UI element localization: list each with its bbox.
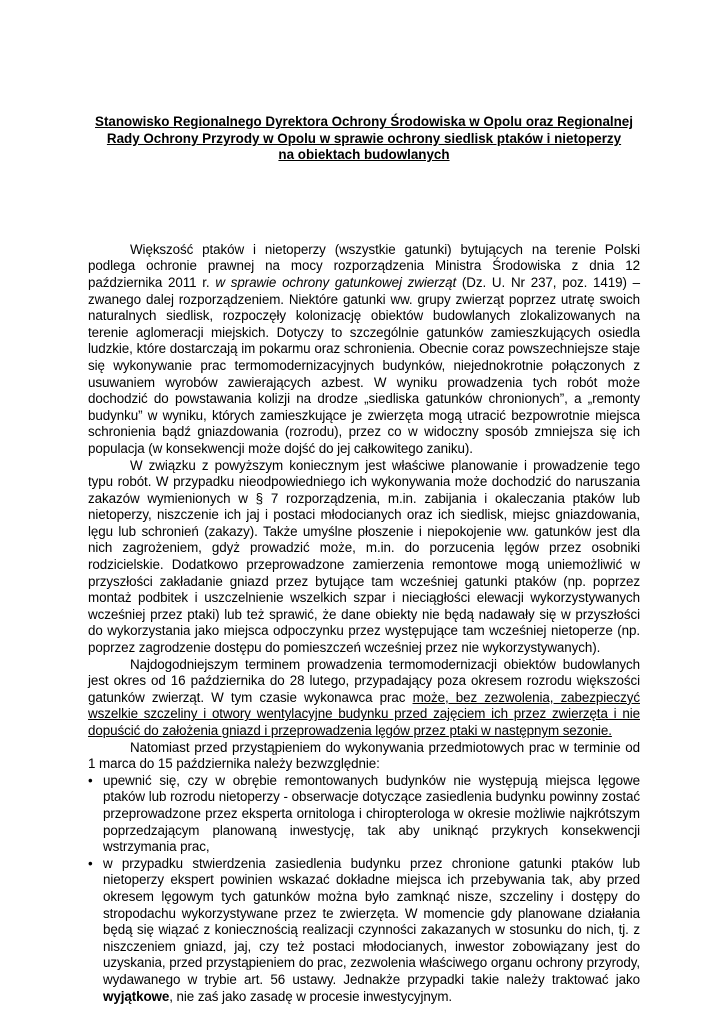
- bullet-icon: •: [88, 855, 93, 871]
- bullet-icon: •: [88, 772, 93, 788]
- underlined-requirement: może, bez zezwolenia, zabezpieczyć wszelkie szczeliny i otwory wentylacyjne budynku przed zajęciem ich przez zwierzęta i nie dopuścić do założenia gniazd i przeprowadzenia lęgów przez ptaki w następnym sezonie.: [88, 689, 640, 738]
- document-title: [88, 114, 640, 164]
- document-page: [88, 114, 640, 1005]
- paragraph-2: W związku z powyższym koniecznym jest właściwe planowanie i prowadzenie tego typu robót. W przypadku nieodpowiedniego ich wykonywania może dochodzić do naruszania zakazów wymienionych w § 7 rozporządzenia, m.in. zabijania i okaleczania ptaków lub nietoperzy, niszczenie ich jaj i postaci młodocianych oraz ich siedlisk, miejsc gniazdowania, lęgu lub schronień (zakazy). Także umyślne płoszenie i niepokojenie ww. gatunków jest dla nich zagrożeniem, gdyż prowadzić może, m.in. do porzucenia lęgów przez osobniki rodzicielskie. Dodatkowo przeprowadzone zamierzenia remontowe mogą uniemożliwić w przyszłości zakładanie gniazd przez bytujące tam wcześniej gatunki ptaków (np. poprzez montaż podbitek i uszczelnienie wszelkich szpar i nieciągłości elewacji wykorzystywanych wcześniej przez ptaki) lub też sprawić, że dane obiekty nie będą nadawały się w przyszłości do wykorzystania jako miejsca odpoczynku przez występujące tam wcześniej nietoperze (np. poprzez zagrodzenie dostępu do pomieszczeń wcześniej przez nie wykorzystywanych).: [88, 457, 640, 656]
- title-line-3: na obiektach budowlanych: [278, 147, 450, 163]
- title-line-1: Stanowisko Regionalnego Dyrektora Ochrony Środowiska w Opolu oraz Regionalnej: [95, 114, 633, 129]
- requirements-list: [88, 773, 640, 1005]
- paragraph-3: Najdogodniejszym terminem prowadzenia termomodernizacji obiektów budowlanych jest okres od 16 października do 28 lutego, przypadający poza okresem rozrodu większości gatunków zwierząt. W tym czasie wykonawca prac może, bez zezwolenia, zabezpieczyć wszelkie szczeliny i otwory wentylacyjne budynku przed zajęciem ich przez zwierzęta i nie dopuścić do założenia gniazd i przeprowadzenia lęgów przez ptaki w następnym sezonie.: [88, 656, 640, 738]
- list-item: • upewnić się, czy w obrębie remontowanych budynków nie występują miejsca lęgowe ptaków lub rozrodu nietoperzy - obserwacje dotyczące zasiedlenia budynku powinny zostać przeprowadzone przez eksperta ornitologa i chiropterologa w okresie możliwie najkrótszym poprzedzającym planowaną inwestycję, tak aby uniknąć przykrych konsekwencji wstrzymania prac,: [88, 772, 640, 855]
- paragraph-4: Natomiast przed przystąpieniem do wykonywania przedmiotowych prac w terminie od 1 marca do 15 października należy bezwzględnie:: [88, 739, 640, 772]
- title-line-2: Rady Ochrony Przyrody w Opolu w sprawie ochrony siedlisk ptaków i nietoperzy: [106, 130, 622, 146]
- emphasis-word: wyjątkowe: [103, 988, 170, 1004]
- list-item: • w przypadku stwierdzenia zasiedlenia budynku przez chronione gatunki ptaków lub nietoperzy ekspert powinien wskazać dokładne miejsca ich przebywania tak, aby przed okresem lęgowym tych gatunków można było zamknąć nisze, szczeliny i dostępy do stropodachu wykorzystywane przez te zwierzęta. W momencie gdy planowane działania będą się wiązać z koniecznością realizacji czynności zakazanych w stosunku do nich, tj. z niszczeniem gniazd, jaj, czy też postaci młodocianych, inwestor zobowiązany jest do uzyskania, przed przystąpieniem do prac, zezwolenia właściwego organu ochrony przyrody, wydawanego w trybie art. 56 ustawy. Jednakże przypadki takie należy traktować jako wyjątkowe, nie zaś jako zasadę w procesie inwestycyjnym.: [88, 855, 640, 1004]
- regulation-title: w sprawie ochrony gatunkowej zwierząt: [215, 274, 457, 290]
- paragraph-1: Większość ptaków i nietoperzy (wszystkie gatunki) bytujących na terenie Polski podlega ochronie prawnej na mocy rozporządzenia Ministra Środowiska z dnia 12 października 2011 r. w sprawie ochrony gatunkowej zwierząt (Dz. U. Nr 237, poz. 1419) – zwanego dalej rozporządzeniem. Niektóre gatunki ww. grupy zwierząt poprzez utratę swoich naturalnych siedlisk, rozpoczęły kolonizację obiektów budowlanych zlokalizowanych na terenie aglomeracji miejskich. Dotyczy to szczególnie gatunków zamieszkujących osiedla ludzkie, które dostarczają im pokarmu oraz schronienia. Obecnie coraz powszechniejsze staje się wykonywanie prac termomodernizacyjnych budynków, niejednokrotnie połączonych z usuwaniem wyrobów zawierających azbest. W wyniku prowadzenia tych robót może dochodzić do powstawania kolizji na drodze „siedliska gatunków chronionych”, a „remonty budynku” w wyniku, których zamieszkujące je zwierzęta mogą utracić bezpowrotnie miejsca schronienia bądź gniazdowania (rozrodu), przez co w widoczny sposób zmniejsza się ich populacja (w konsekwencji może dojść do jej całkowitego zaniku).: [88, 241, 640, 456]
